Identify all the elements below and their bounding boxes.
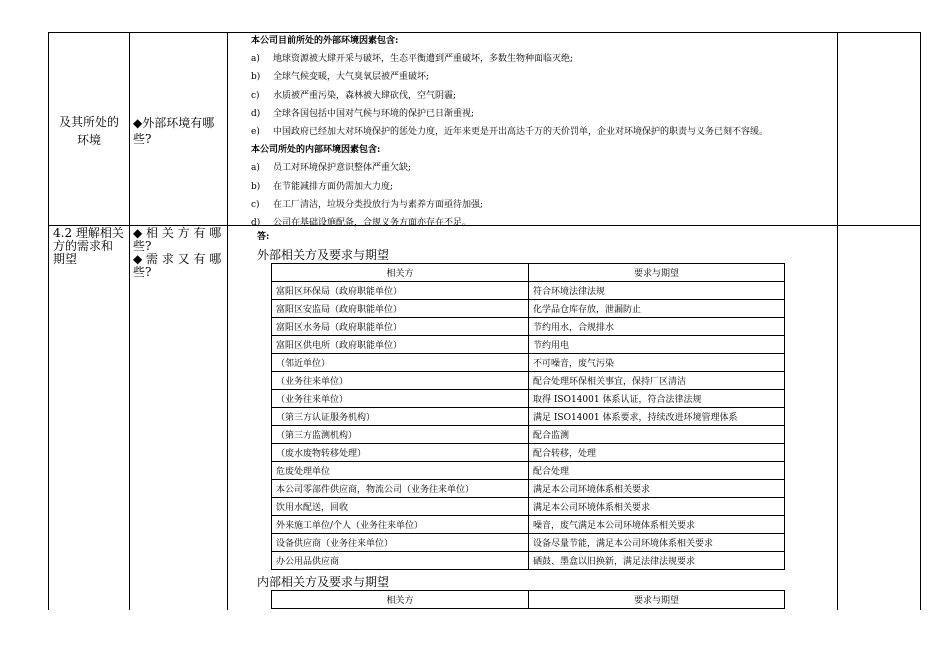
clause-line: 方的需求和 — [53, 239, 114, 253]
row2-clause-cell — [53, 227, 127, 266]
expectation-cell: 硒鼓、墨盒以旧换新，满足法律法规要求 — [529, 552, 785, 570]
expectation-cell: 化学品仓库存放，泄漏防止 — [529, 300, 785, 318]
external-item — [251, 123, 768, 141]
table-row — [272, 426, 785, 444]
column-header: 要求与期望 — [529, 264, 785, 282]
table-row — [272, 354, 785, 372]
row1-clause-cell — [49, 113, 129, 149]
internal-item — [251, 196, 768, 214]
question-line: ◆外部环境有哪 — [133, 116, 215, 130]
party-cell: （第三方监测机构） — [272, 426, 529, 444]
external-item — [251, 87, 768, 105]
expectation-cell: 符合环境法律法规 — [529, 282, 785, 300]
expectation-cell: 配合处理环保相关事宜，保持厂区清洁 — [529, 372, 785, 390]
clause-line: 期望 — [53, 252, 78, 266]
party-cell: （废水废物转移处理） — [272, 444, 529, 462]
expectation-cell: 配合监测 — [529, 426, 785, 444]
party-cell: 富阳区环保局（政府职能单位） — [272, 282, 529, 300]
item-text: 地球资源被大肆开采与破坏，生态平衡遭到严重破坏，多数生物种面临灭绝; — [273, 54, 574, 65]
column-divider — [227, 33, 228, 610]
party-cell: 危废处理单位 — [272, 462, 529, 480]
expectation-cell: 设备尽量节能，满足本公司环境体系相关要求 — [529, 534, 785, 552]
item-text: 在工厂清洁，垃圾分类投放行为与素养方面亟待加强; — [273, 199, 484, 210]
internal-parties-table — [271, 590, 785, 609]
external-factors-title: 本公司目前所处的外部环境因素包含: — [251, 36, 399, 46]
answer-label: 答: — [257, 232, 270, 242]
row1-answer — [251, 32, 768, 232]
table-row — [272, 318, 785, 336]
expectation-cell: 取得 ISO14001 体系认证，符合法律法规 — [529, 390, 785, 408]
item-label: b) — [251, 72, 261, 83]
item-label: b) — [251, 181, 261, 192]
external-item — [251, 50, 768, 68]
internal-item — [251, 214, 768, 232]
question-line: ◆ 需 求 又 有 哪 — [133, 252, 222, 266]
item-text: 员工对环境保护意识整体严重欠缺; — [273, 163, 412, 174]
table-row — [272, 516, 785, 534]
table-row — [272, 534, 785, 552]
item-label: d) — [251, 108, 261, 119]
party-cell: （业务往来单位） — [272, 390, 529, 408]
external-parties-heading: 外部相关方及要求与期望 — [257, 248, 390, 262]
party-cell: 富阳区水务局（政府职能单位） — [272, 318, 529, 336]
table-row — [272, 300, 785, 318]
item-label: a) — [251, 163, 260, 174]
column-header: 相关方 — [272, 264, 529, 282]
party-cell: 办公用品供应商 — [272, 552, 529, 570]
item-label: d) — [251, 218, 261, 229]
external-item — [251, 68, 768, 86]
internal-item — [251, 178, 768, 196]
party-cell: （第三方认证服务机构） — [272, 408, 529, 426]
item-text: 公司在基础设施配备，合规义务方面亦存在不足。 — [273, 218, 472, 229]
expectation-cell: 满足本公司环境体系相关要求 — [529, 498, 785, 516]
question-line: 些? — [133, 132, 152, 146]
item-label: e) — [251, 127, 260, 138]
clause-line: 及其所处的 — [58, 115, 119, 129]
expectation-cell: 满足 ISO14001 体系要求，持续改进环境管理体系 — [529, 408, 785, 426]
table-row — [272, 444, 785, 462]
item-text: 水质被严重污染，森林被大肆砍伐，空气阴霾; — [273, 90, 457, 101]
item-text: 在节能减排方面仍需加大力度; — [273, 181, 394, 192]
item-text: 全球气候变暖，大气臭氧层被严重破坏; — [273, 72, 430, 83]
row2-question-cell — [133, 227, 225, 279]
table-row — [272, 390, 785, 408]
item-text: 全球各国包括中国对气候与环境的保护已日渐重视; — [273, 108, 475, 119]
column-divider — [129, 33, 130, 610]
clause-line: 4.2 理解相关 — [53, 226, 124, 240]
table-row — [272, 462, 785, 480]
expectation-cell: 节约用水，合规排水 — [529, 318, 785, 336]
party-cell: 外来施工单位/个人（业务往来单位） — [272, 516, 529, 534]
expectation-cell: 满足本公司环境体系相关要求 — [529, 480, 785, 498]
party-cell: （业务往来单位） — [272, 372, 529, 390]
party-cell: 富阳区供电所（政府职能单位） — [272, 336, 529, 354]
table-row — [272, 480, 785, 498]
internal-factors-title: 本公司所处的内部环境因素包含: — [251, 145, 381, 156]
question-line: 些? — [133, 239, 152, 253]
item-label: c) — [251, 199, 260, 210]
table-row — [272, 408, 785, 426]
question-line: 些? — [133, 265, 152, 279]
expectation-cell: 节约用电 — [529, 336, 785, 354]
column-header: 要求与期望 — [529, 591, 785, 609]
row1-question-cell — [133, 115, 225, 147]
party-cell: 饮用水配送，回收 — [272, 498, 529, 516]
party-cell: 富阳区安监局（政府职能单位） — [272, 300, 529, 318]
table-row — [272, 282, 785, 300]
clause-line: 环境 — [76, 133, 101, 147]
external-parties-table — [271, 263, 785, 570]
table-row — [272, 552, 785, 570]
party-cell: （邻近单位） — [272, 354, 529, 372]
column-header: 相关方 — [272, 591, 529, 609]
item-label: c) — [251, 90, 260, 101]
table-header-row — [272, 264, 785, 282]
table-header-row — [272, 591, 785, 609]
internal-item — [251, 159, 768, 177]
column-divider — [837, 33, 838, 610]
question-line: ◆ 相 关 方 有 哪 — [133, 226, 222, 240]
expectation-cell: 配合处理 — [529, 462, 785, 480]
party-cell: 本公司零部件供应商，物流公司（业务往来单位） — [272, 480, 529, 498]
external-item — [251, 105, 768, 123]
table-row — [272, 336, 785, 354]
internal-parties-heading: 内部相关方及要求与期望 — [257, 575, 390, 589]
party-cell: 设备供应商（业务往来单位） — [272, 534, 529, 552]
item-label: a) — [251, 54, 260, 65]
expectation-cell: 不可噪音，废气污染 — [529, 354, 785, 372]
expectation-cell: 噪音，废气满足本公司环境体系相关要求 — [529, 516, 785, 534]
expectation-cell: 配合转移，处理 — [529, 444, 785, 462]
document-table — [48, 32, 921, 610]
item-text: 中国政府已经加大对环境保护的惩处力度，近年来更是开出高达千万的天价罚单，企业对环境保护的职责与义务已刻不容缓。 — [273, 127, 769, 138]
table-row — [272, 372, 785, 390]
table-row — [272, 498, 785, 516]
